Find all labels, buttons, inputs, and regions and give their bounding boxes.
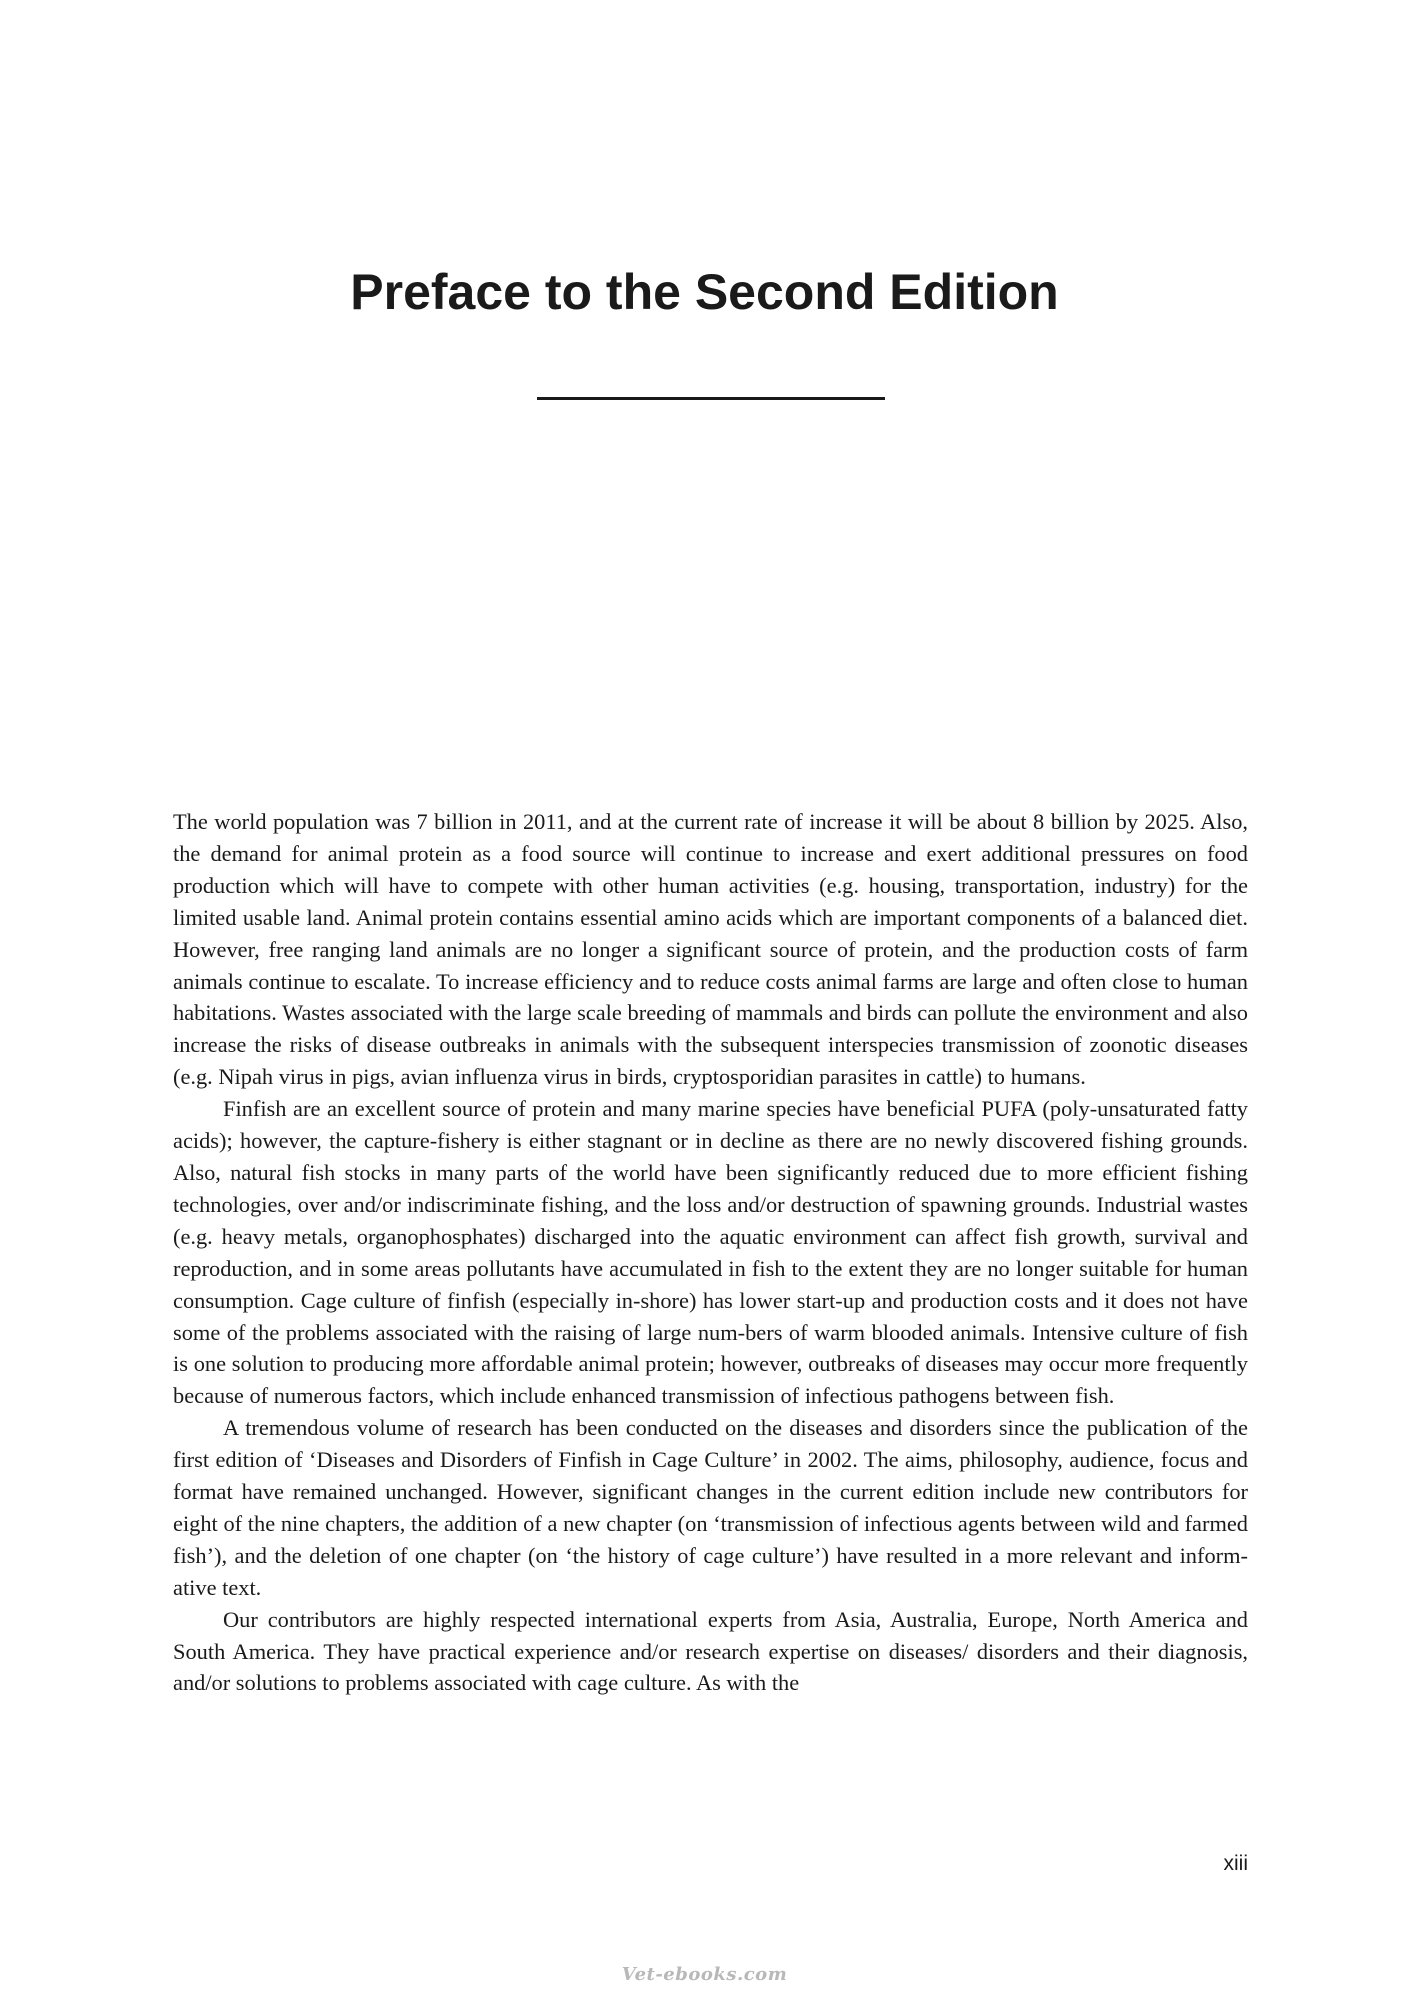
paragraph: Our contributors are highly respected international experts from Asia, Australia, Europe, North America and South America. They have practical experience and/or research expertise on diseases/ disorders and their diagnosis, and/or solutions to problems associated with cage culture. As with the — [173, 1606, 1248, 1696]
paragraph: A tremendous volume of research has been conducted on the diseases and disorders since the publication of the first edition of ‘Diseases and Disorders of Finfish in Cage Culture’ in 2002. The aims, philosophy, audience, focus and format have remained unchanged. However, significant changes in the current edition include new contributors for eight of the nine chapters, the addition of a new chapter (on ‘transmission of infectious agents between wild and farmed fish’), and the deletion of one chapter (on ‘the history of cage culture’) have resulted in a more relevant and inform-ative text. — [173, 1415, 1248, 1600]
page-title: Preface to the Second Edition — [350, 264, 1059, 320]
paragraph: The world population was 7 billion in 2011, and at the current rate of increase it will be about 8 billion by 2025. Also, the demand for animal protein as a food source will continue to increase and exert additional pressures on food production which will have to compete with other human activities (e.g. housing, transportation, industry) for the limited usable land. Animal protein contains essential amino acids which are important components of a balanced diet. However, free ranging land animals are no longer a significant source of protein, and the production costs of farm animals continue to escalate. To increase efficiency and to reduce costs animal farms are large and often close to human habitations. Wastes associated with the large scale breeding of mammals and birds can pollute the environment and also increase the risks of disease outbreaks in animals with the subsequent interspecies transmission of zoonotic diseases (e.g. Nipah virus in pigs, avian influenza virus in birds, cryptosporidian parasites in cattle) to humans. — [173, 809, 1248, 1090]
title-rule — [537, 397, 885, 400]
page-number: xiii — [1223, 1852, 1248, 1875]
paragraph: Finfish are an excellent source of protein and many marine species have beneficial PUFA (poly-unsaturated fatty acids); however, the capture-fishery is either stagnant or in decline as there are no newly discovered fishing grounds. Also, natural fish stocks in many parts of the world have been significantly reduced due to more efficient fishing technologies, over and/or indiscriminate fishing, and the loss and/or destruction of spawning grounds. Industrial wastes (e.g. heavy metals, organophosphates) discharged into the aquatic environment can affect fish growth, survival and reproduction, and in some areas pollutants have accumulated in fish to the extent they are no longer suitable for human consumption. Cage culture of finfish (especially in-shore) has lower start-up and production costs and it does not have some of the problems associated with the raising of large num-bers of warm blooded animals. Intensive culture of fish is one solution to producing more affordable animal protein; however, outbreaks of diseases may occur more frequently because of numerous factors, which include enhanced transmission of infectious pathogens between fish. — [173, 1096, 1248, 1409]
watermark-logo: Vet-ebooks.com — [621, 1964, 788, 1985]
preface-body — [173, 806, 1248, 1699]
